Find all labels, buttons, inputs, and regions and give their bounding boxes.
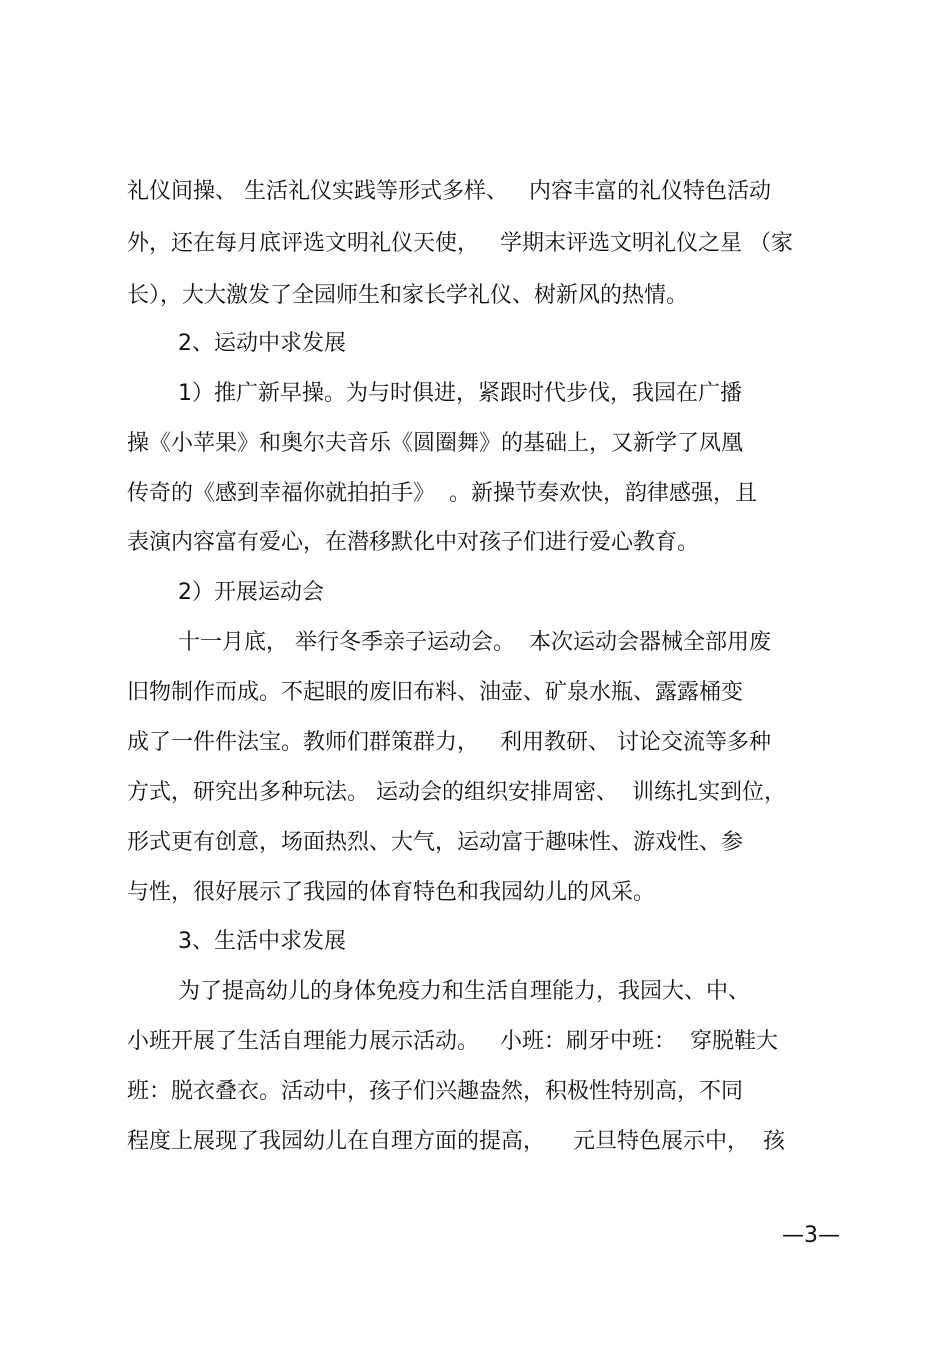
- paragraph-line: 旧物制作而成。不起眼的废旧布料、油壶、矿泉水瓶、露露桶变: [127, 680, 744, 705]
- paragraph-line: 1）推广新早操。为与时俱进，紧跟时代步伐，我园在广播: [178, 381, 742, 406]
- paragraph-line: 传奇的《感到幸福你就拍拍手》 。新操节奏欢快，韵律感强，且: [127, 481, 757, 506]
- text-line: 外，还在每月底评选文明礼仪天使， 学期末评选文明礼仪之星 （家: [127, 231, 793, 256]
- paragraph-line: 程度上展现了我园幼儿在自理方面的提高， 元旦特色展示中， 孩: [127, 1129, 785, 1154]
- paragraph-line: 十一月底， 举行冬季亲子运动会。 本次运动会器械全部用废: [178, 630, 771, 655]
- section-heading: 3、生活中求发展: [178, 929, 346, 954]
- section-heading: 2、运动中求发展: [178, 331, 346, 356]
- section-subheading: 2）开展运动会: [178, 580, 324, 605]
- paragraph-line: 表演内容富有爱心，在潜移默化中对孩子们进行爱心教育。: [127, 530, 700, 555]
- paragraph-line: 形式更有创意，场面热烈、大气，运动富于趣味性、游戏性、参: [127, 830, 744, 855]
- paragraph-line: 成了一件件法宝。教师们群策群力， 利用教研、 讨论交流等多种: [127, 730, 771, 755]
- paragraph-line: 班：脱衣叠衣。活动中，孩子们兴趣盎然，积极性特别高，不同: [127, 1079, 744, 1104]
- text-line: 礼仪间操、 生活礼仪实践等形式多样、 内容丰富的礼仪特色活动: [127, 179, 771, 204]
- paragraph-line: 小班开展了生活自理能力展示活动。 小班：刷牙中班： 穿脱鞋大: [127, 1029, 778, 1054]
- paragraph-line: 方式，研究出多种玩法。 运动会的组织安排周密、 训练扎实到位，: [127, 780, 786, 805]
- paragraph-line: 为了提高幼儿的身体免疫力和生活自理能力，我园大、中、: [178, 979, 751, 1004]
- page-number: —3—: [782, 1223, 840, 1248]
- paragraph-line: 操《小苹果》和奥尔夫音乐《圆圈舞》的基础上，又新学了凤凰: [127, 431, 744, 456]
- paragraph-line: 与性，很好展示了我园的体育特色和我园幼儿的风采。: [127, 880, 656, 905]
- text-line: 长），大大激发了全园师生和家长学礼仪、树新风的热情。: [127, 283, 689, 308]
